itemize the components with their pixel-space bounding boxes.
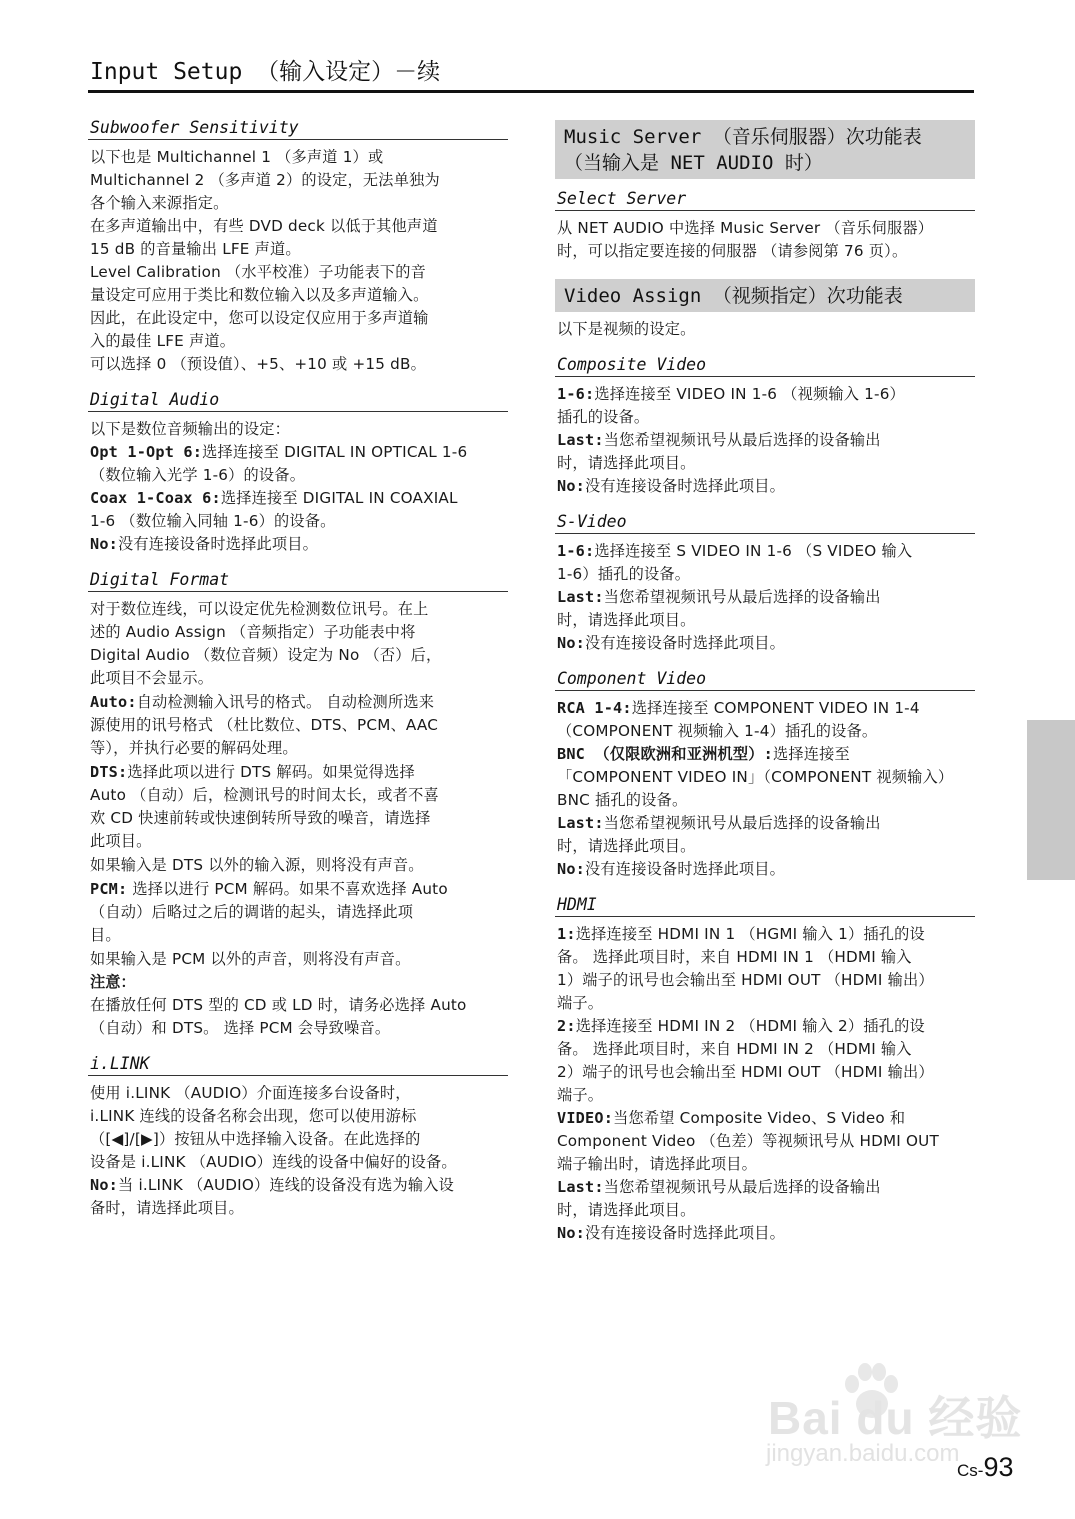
option-no bbox=[555, 858, 975, 881]
option-label: Last: bbox=[557, 1178, 604, 1196]
ilink-line: 使用 i.LINK （AUDIO）介面连接多台设备时， bbox=[90, 1084, 411, 1102]
option-no bbox=[555, 475, 975, 498]
music-server-heading-line: Music Server （音乐伺服器）次功能表 bbox=[564, 126, 922, 148]
option-1-6 bbox=[555, 383, 975, 406]
option-text-line: 备。 选择此项目时，来自 HDMI IN 1 （HDMI 输入 bbox=[557, 948, 912, 966]
option-label: Last: bbox=[557, 431, 604, 449]
watermark-logo: Bai du 经验 bbox=[768, 1392, 1023, 1444]
subwoofer-line: 可以选择 0 （预设值）、+5、+10 或 +15 dB。 bbox=[90, 355, 426, 373]
option-auto bbox=[88, 691, 508, 714]
subwoofer-line: 因此，在此设定中，您可以设定仅应用于多声道输 bbox=[90, 309, 429, 327]
option-text-line: 2）端子的讯号也会输出至 HDMI OUT （HDMI 输出） bbox=[557, 1063, 934, 1081]
subwoofer-line: 各个输入来源指定。 bbox=[90, 194, 229, 212]
option-text-line: 如果输入是 PCM 以外的声音，则将没有声音。 bbox=[90, 950, 411, 968]
option-text: 没有连接设备时选择此项目。 bbox=[118, 535, 319, 553]
note-heading: 注意： bbox=[90, 973, 136, 991]
option-text-line: （COMPONENT 视频输入 1-4）插孔的设备。 bbox=[557, 722, 878, 740]
option-label: BNC （仅限欧洲和亚洲机型）: bbox=[557, 745, 773, 763]
digital-format-intro: Digital Audio （数位音频）设定为 No （否）后， bbox=[90, 646, 442, 664]
ilink-line: 设备是 i.LINK （AUDIO）连线的设备中偏好的设备。 bbox=[90, 1153, 457, 1171]
option-text: 自动检测输入讯号的格式。 自动检测所选来 bbox=[136, 693, 435, 711]
option-opt bbox=[88, 441, 508, 464]
subwoofer-line: 以下也是 Multichannel 1 （多声道 1）或 bbox=[90, 148, 384, 166]
subwoofer-line: 在多声道输出中，有些 DVD deck 以低于其他声道 bbox=[90, 217, 438, 235]
ilink-line: i.LINK 连线的设备名称会出现，您可以使用游标 bbox=[90, 1107, 417, 1125]
option-bnc bbox=[555, 743, 975, 766]
option-text: 选择连接至 DIGITAL IN COAXIAL bbox=[220, 489, 458, 507]
option-coax bbox=[88, 487, 508, 510]
component-video-section bbox=[555, 663, 975, 881]
option-text: 选择以进行 PCM 解码。如果不喜欢选择 Auto bbox=[127, 880, 448, 898]
option-text: 选择连接至 VIDEO IN 1-6 （视频输入 1-6） bbox=[594, 385, 905, 403]
subwoofer-line: 入的最佳 LFE 声道。 bbox=[90, 332, 236, 350]
digital-format-intro: 述的 Audio Assign （音频指定）子功能表中将 bbox=[90, 623, 416, 641]
option-text-line: BNC 插孔的设备。 bbox=[557, 791, 688, 809]
option-text: 没有连接设备时选择此项目。 bbox=[585, 1224, 786, 1242]
select-server-line: 时，可以指定要连接的伺服器 （请参阅第 76 页）。 bbox=[557, 242, 908, 260]
option-label: No: bbox=[90, 1176, 119, 1194]
digital-audio-section bbox=[88, 384, 508, 556]
subwoofer-line: Level Calibration （水平校准）子功能表下的音 bbox=[90, 263, 427, 281]
option-text-line: 时，请选择此项目。 bbox=[557, 1201, 696, 1219]
option-text-line: （自动）后略过之后的调谐的起头，请选择此项 bbox=[90, 903, 414, 921]
digital-audio-intro: 以下是数位音频输出的设定： bbox=[90, 420, 291, 438]
digital-format-intro: 对于数位连线，可以设定优先检测数位讯号。在上 bbox=[90, 600, 429, 618]
video-assign-heading-bar bbox=[555, 279, 975, 312]
option-no bbox=[88, 1174, 508, 1197]
ilink-section bbox=[88, 1048, 508, 1220]
option-text-line: 源使用的讯号格式 （杜比数位、DTS、PCM、AAC bbox=[90, 716, 439, 734]
option-text-line: 此项目。 bbox=[90, 832, 152, 850]
option-text-line: 备时，请选择此项目。 bbox=[90, 1199, 244, 1217]
composite-video-section bbox=[555, 349, 975, 498]
option-text: 选择此项以进行 DTS 解码。如果觉得选择 bbox=[127, 763, 415, 781]
option-text-line: 1-6）插孔的设备。 bbox=[557, 565, 691, 583]
subwoofer-title: Subwoofer Sensitivity bbox=[88, 112, 508, 140]
option-label: No: bbox=[557, 634, 586, 652]
option-pcm bbox=[88, 878, 508, 901]
option-last bbox=[555, 812, 975, 835]
option-label: 1: bbox=[557, 925, 576, 943]
option-text-line: 等），并执行必要的解码处理。 bbox=[90, 739, 298, 757]
select-server-line: 从 NET AUDIO 中选择 Music Server （音乐伺服器） bbox=[557, 219, 934, 237]
composite-video-title: Composite Video bbox=[555, 349, 975, 377]
option-text: 当您希望视频讯号从最后选择的设备输出 bbox=[603, 431, 881, 449]
option-text-line: 端子输出时，请选择此项目。 bbox=[557, 1155, 758, 1173]
page-number-prefix: Cs- bbox=[957, 1461, 984, 1480]
watermark-url: jingyan.baidu.com bbox=[766, 1440, 960, 1467]
subwoofer-line: 量设定可应用于类比和数位输入以及多声道输入。 bbox=[90, 286, 429, 304]
ilink-line: （[◀]/[▶]）按钮从中选择输入设备。在此选择的 bbox=[90, 1130, 421, 1148]
option-text-line: 1）端子的讯号也会输出至 HDMI OUT （HDMI 输出） bbox=[557, 971, 934, 989]
select-server-section bbox=[555, 183, 975, 263]
option-text: 没有连接设备时选择此项目。 bbox=[585, 860, 786, 878]
option-text-line: Auto （自动）后，检测讯号的时间太长，或者不喜 bbox=[90, 786, 439, 804]
option-dts bbox=[88, 761, 508, 784]
option-text-line: 1-6 （数位输入同轴 1-6）的设备。 bbox=[90, 512, 336, 530]
page-title: Input Setup （输入设定）－续 bbox=[90, 59, 441, 85]
option-video bbox=[555, 1107, 975, 1130]
option-label: No: bbox=[557, 477, 586, 495]
option-label: Last: bbox=[557, 588, 604, 606]
music-server-heading-line: （当输入是 NET AUDIO 时） bbox=[564, 152, 823, 174]
option-text-line: 时，请选择此项目。 bbox=[557, 611, 696, 629]
option-label: 2: bbox=[557, 1017, 576, 1035]
subwoofer-section bbox=[88, 112, 508, 376]
option-last bbox=[555, 1176, 975, 1199]
option-text-line: 插孔的设备。 bbox=[557, 408, 650, 426]
option-label: 1-6: bbox=[557, 385, 595, 403]
option-text-line: （数位输入光学 1-6）的设备。 bbox=[90, 466, 306, 484]
option-text: 选择连接至 COMPONENT VIDEO IN 1-4 bbox=[631, 699, 920, 717]
option-label: Auto: bbox=[90, 693, 137, 711]
subwoofer-line: Multichannel 2 （多声道 2）的设定，无法单独为 bbox=[90, 171, 440, 189]
option-label: DTS: bbox=[90, 763, 128, 781]
digital-format-section bbox=[88, 564, 508, 1040]
hdmi-title: HDMI bbox=[555, 889, 975, 917]
option-rca bbox=[555, 697, 975, 720]
option-text: 没有连接设备时选择此项目。 bbox=[585, 477, 786, 495]
option-hdmi-2 bbox=[555, 1015, 975, 1038]
s-video-title: S-Video bbox=[555, 506, 975, 534]
note-line: （自动）和 DTS。 选择 PCM 会导致噪音。 bbox=[90, 1019, 391, 1037]
page-number-value: 93 bbox=[983, 1452, 1014, 1482]
option-text: 选择连接至 HDMI IN 2 （HDMI 输入 2）插孔的设 bbox=[575, 1017, 925, 1035]
option-text: 当您希望视频讯号从最后选择的设备输出 bbox=[603, 588, 881, 606]
option-label: No: bbox=[90, 535, 119, 553]
page-header bbox=[88, 52, 974, 93]
option-text-line: 时，请选择此项目。 bbox=[557, 454, 696, 472]
option-label: Coax 1-Coax 6: bbox=[90, 489, 221, 507]
option-label: Last: bbox=[557, 814, 604, 832]
option-label: Opt 1-Opt 6: bbox=[90, 443, 203, 461]
option-text-line: 目。 bbox=[90, 926, 121, 944]
option-label: No: bbox=[557, 860, 586, 878]
option-last bbox=[555, 586, 975, 609]
select-server-title: Select Server bbox=[555, 183, 975, 211]
hdmi-section bbox=[555, 889, 975, 1245]
option-text-line: 如果输入是 DTS 以外的输入源，则将没有声音。 bbox=[90, 856, 424, 874]
option-text-line: 端子。 bbox=[557, 994, 604, 1012]
right-column bbox=[555, 112, 975, 1245]
digital-format-intro: 此项目不会显示。 bbox=[90, 669, 214, 687]
option-text: 选择连接至 S VIDEO IN 1-6 （S VIDEO 输入 bbox=[594, 542, 913, 560]
option-label: RCA 1-4: bbox=[557, 699, 632, 717]
s-video-section bbox=[555, 506, 975, 655]
digital-format-title: Digital Format bbox=[88, 564, 508, 592]
option-text: 选择连接至 DIGITAL IN OPTICAL 1-6 bbox=[202, 443, 468, 461]
option-text: 选择连接至 HDMI IN 1 （HGMI 输入 1）插孔的设 bbox=[575, 925, 925, 943]
music-server-heading-bar bbox=[555, 120, 975, 179]
option-hdmi-1 bbox=[555, 923, 975, 946]
ilink-title: i.LINK bbox=[88, 1048, 508, 1076]
option-label: 1-6: bbox=[557, 542, 595, 560]
video-assign-intro: 以下是视频的设定。 bbox=[557, 320, 696, 338]
option-text-line: Component Video （色差）等视频讯号从 HDMI OUT bbox=[557, 1132, 939, 1150]
side-thumb-tab bbox=[1027, 720, 1075, 880]
option-text-line: 时，请选择此项目。 bbox=[557, 837, 696, 855]
note-line: 在播放任何 DTS 型的 CD 或 LD 时，请务必选择 Auto bbox=[90, 996, 467, 1014]
option-no bbox=[555, 1222, 975, 1245]
video-assign-heading: Video Assign （视频指定）次功能表 bbox=[564, 285, 903, 307]
option-1-6 bbox=[555, 540, 975, 563]
option-text-line: 备。 选择此项目时，来自 HDMI IN 2 （HDMI 输入 bbox=[557, 1040, 912, 1058]
option-text-line: 「COMPONENT VIDEO IN」（COMPONENT 视频输入） bbox=[557, 768, 954, 786]
component-video-title: Component Video bbox=[555, 663, 975, 691]
option-text-line: 欢 CD 快速前转或快速倒转所导致的噪音，请选择 bbox=[90, 809, 431, 827]
option-label: No: bbox=[557, 1224, 586, 1242]
option-no bbox=[88, 533, 508, 556]
option-text: 当 i.LINK （AUDIO）连线的设备没有选为输入设 bbox=[118, 1176, 455, 1194]
digital-audio-title: Digital Audio bbox=[88, 384, 508, 412]
option-text-line: 端子。 bbox=[557, 1086, 604, 1104]
option-label: VIDEO: bbox=[557, 1109, 614, 1127]
page-number bbox=[957, 1452, 1014, 1483]
option-label: PCM: bbox=[90, 880, 128, 898]
left-column bbox=[88, 112, 508, 1220]
option-no bbox=[555, 632, 975, 655]
option-text: 当您希望 Composite Video、S Video 和 bbox=[613, 1109, 906, 1127]
option-text: 选择连接至 bbox=[772, 745, 850, 763]
option-last bbox=[555, 429, 975, 452]
subwoofer-line: 15 dB 的音量输出 LFE 声道。 bbox=[90, 240, 301, 258]
option-text: 没有连接设备时选择此项目。 bbox=[585, 634, 786, 652]
option-text: 当您希望视频讯号从最后选择的设备输出 bbox=[603, 1178, 881, 1196]
option-text: 当您希望视频讯号从最后选择的设备输出 bbox=[603, 814, 881, 832]
